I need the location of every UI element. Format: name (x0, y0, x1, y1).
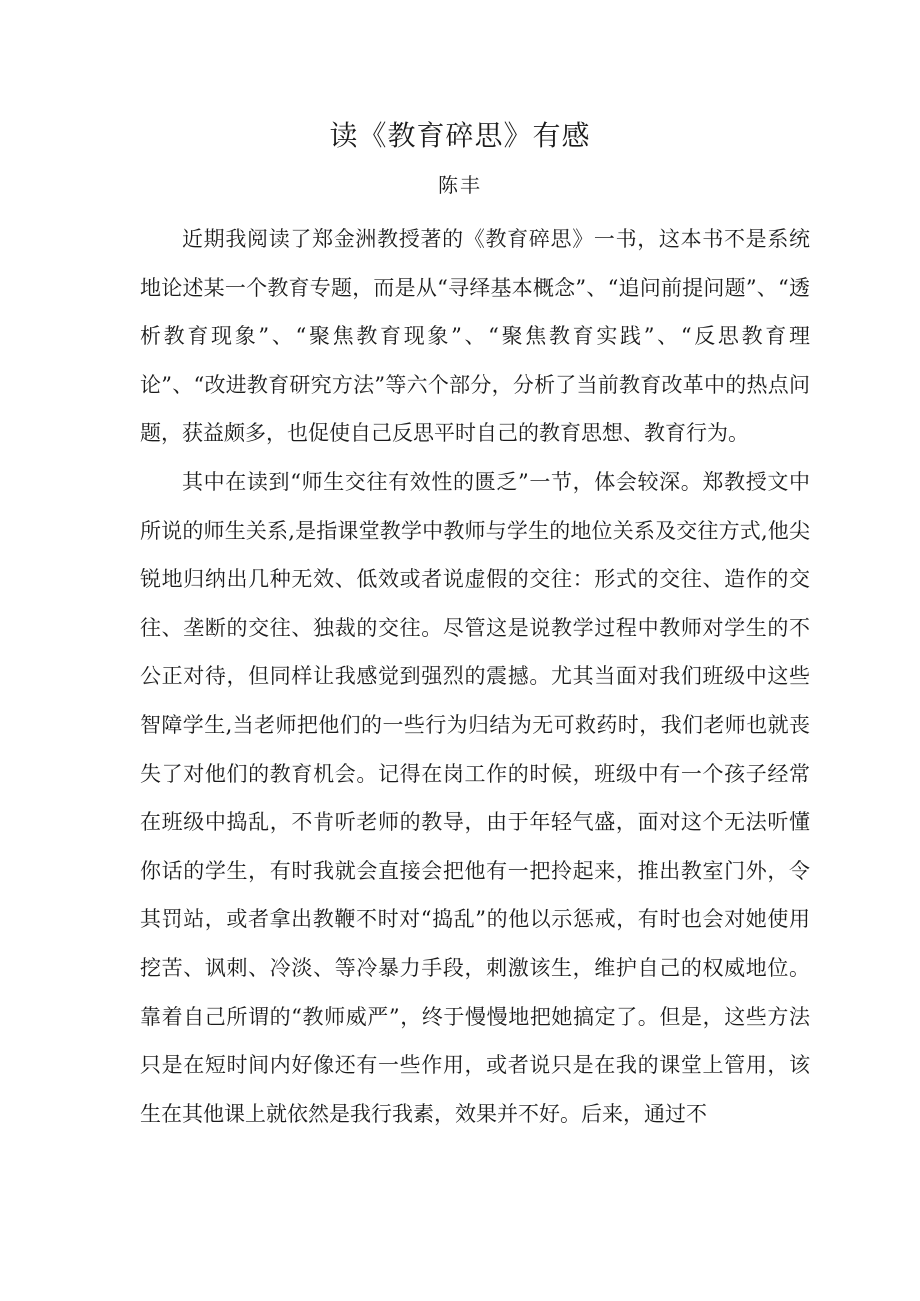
document-title: 读《教育碎思》有感 (329, 119, 591, 152)
document-body (140, 215, 810, 1138)
document-author: 陈丰 (438, 173, 482, 197)
paragraph-2: 其中在读到“师生交往有效性的匮乏”一节，体会较深。郑教授文中所说的师生关系,是指课堂教学中教师与学生的地位关系及交往方式,他尖锐地归纳出几种无效、低效或者说虚假的交往：形式的交往、造作的交往、垄断的交往、独裁的交往。尽管这是说教学过程中教师对学生的不公正对待，但同样让我感觉到强烈的震撼。尤其当面对我们班级中这些智障学生,当老师把他们的一些行为归结为无可救药时，我们老师也就丧失了对他们的教育机会。记得在岗工作的时候，班级中有一个孩子经常在班级中捣乱，不肯听老师的教导，由于年轻气盛，面对这个无法听懂你话的学生，有时我就会直接会把他有一把拎起来，推出教室门外，令其罚站，或者拿出教鞭不时对“捣乱”的他以示惩戒，有时也会对她使用挖苦、讽刺、冷淡、等冷暴力手段，刺激该生，维护自己的权威地位。靠着自己所谓的“教师威严”，终于慢慢地把她搞定了。但是，这些方法只是在短时间内好像还有一些作用，或者说只是在我的课堂上管用，该生在其他课上就依然是我行我素，效果并不好。后来，通过不 (140, 469, 810, 1126)
paragraph-1: 近期我阅读了郑金洲教授著的《教育碎思》一书，这本书不是系统地论述某一个教育专题，而是从“寻绎基本概念”、“追问前提问题”、“透析教育现象”、“聚焦教育现象”、“聚焦教育实践”、“反思教育理论”、“改进教育研究方法”等六个部分，分析了当前教育改革中的热点问题，获益颇多，也促使自己反思平时自己的教育思想、教育行为。 (140, 227, 810, 446)
